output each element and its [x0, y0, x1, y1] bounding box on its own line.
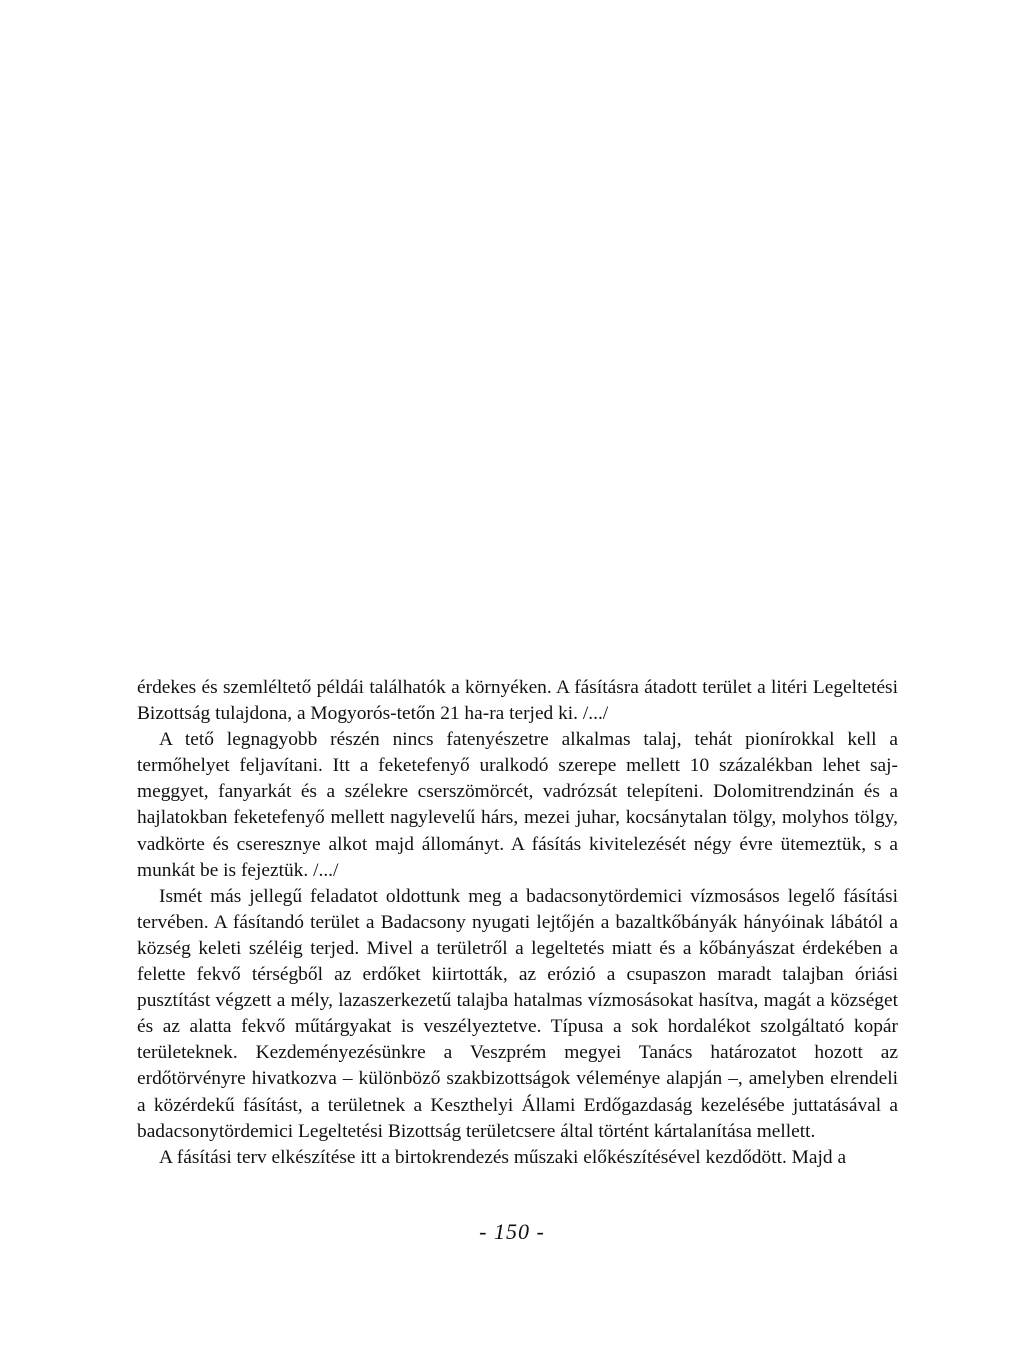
page-number: - 150 -	[479, 1219, 545, 1244]
paragraph-4: A fásítási terv elkészítése itt a birtokrendezés műszaki előkészítésével kezdődött. Majd a	[159, 1146, 847, 1168]
page-body-text	[137, 675, 898, 1171]
paragraph-2: A tető legnagyobb részén nincs fatenyészetre alkalmas talaj, tehát pionírokkal kell a termőhelyet feljavítani. Itt a feketefenyő uralkodó szerepe mellett 10 százalékban lehet sajmeggyet, fanyarkát és a szélekre cserszömörcét, vadrózsát telepíteni. Dolomitrendzinán és a hajlatokban feketefenyő mellett nagylevelű hárs, mezei juhar, kocsánytalan tölgy, molyhos tölgy, vadkörte és cseresznye alkot majd állományt. A fásítás kivitelezését négy évre ütemeztük, s a munkát be is fejeztük. /.../	[137, 729, 898, 881]
paragraph-3: Ismét más jellegű feladatot oldottunk meg a badacsonytördemici vízmosásos legelő fásítási tervében. A fásítandó terület a Badacsony nyugati lejtőjén a bazaltkőbányák hányóinak lábától a község keleti széléig terjed. Mivel a területről a legeltetés miatt és a kőbányászat érdekében a felette fekvő térségből az erdőket kiirtották, az erózió a csupaszon maradt talajban óriási pusztítást végzett a mély, lazaszerkezetű talajba hatalmas vízmosásokat hasítva, magát a községet és az alatta fekvő műtárgyakat is veszélyeztetve. Típusa a sok hordalékot szolgáltató kopár területeknek. Kezdeményezésünkre a Veszprém megyei Tanács határozatot hozott az erdőtörvényre hivatkozva – különböző szakbizottságok véleménye alapján –, amelyben elrendeli a közérdekű fásítást, a területnek a Keszthelyi Állami Erdőgazdaság kezelésébe juttatásával a badacsonytördemici Legeltetési Bizottság területcsere által történt kártalanítása mellett.	[137, 885, 898, 1142]
paragraph-1: érdekes és szemléltető példái találhatók a környéken. A fásításra átadott terület a litéri Legeltetési Bizottság tulajdona, a Mogyorós-tetőn 21 ha-ra terjed ki. /.../	[137, 677, 898, 725]
